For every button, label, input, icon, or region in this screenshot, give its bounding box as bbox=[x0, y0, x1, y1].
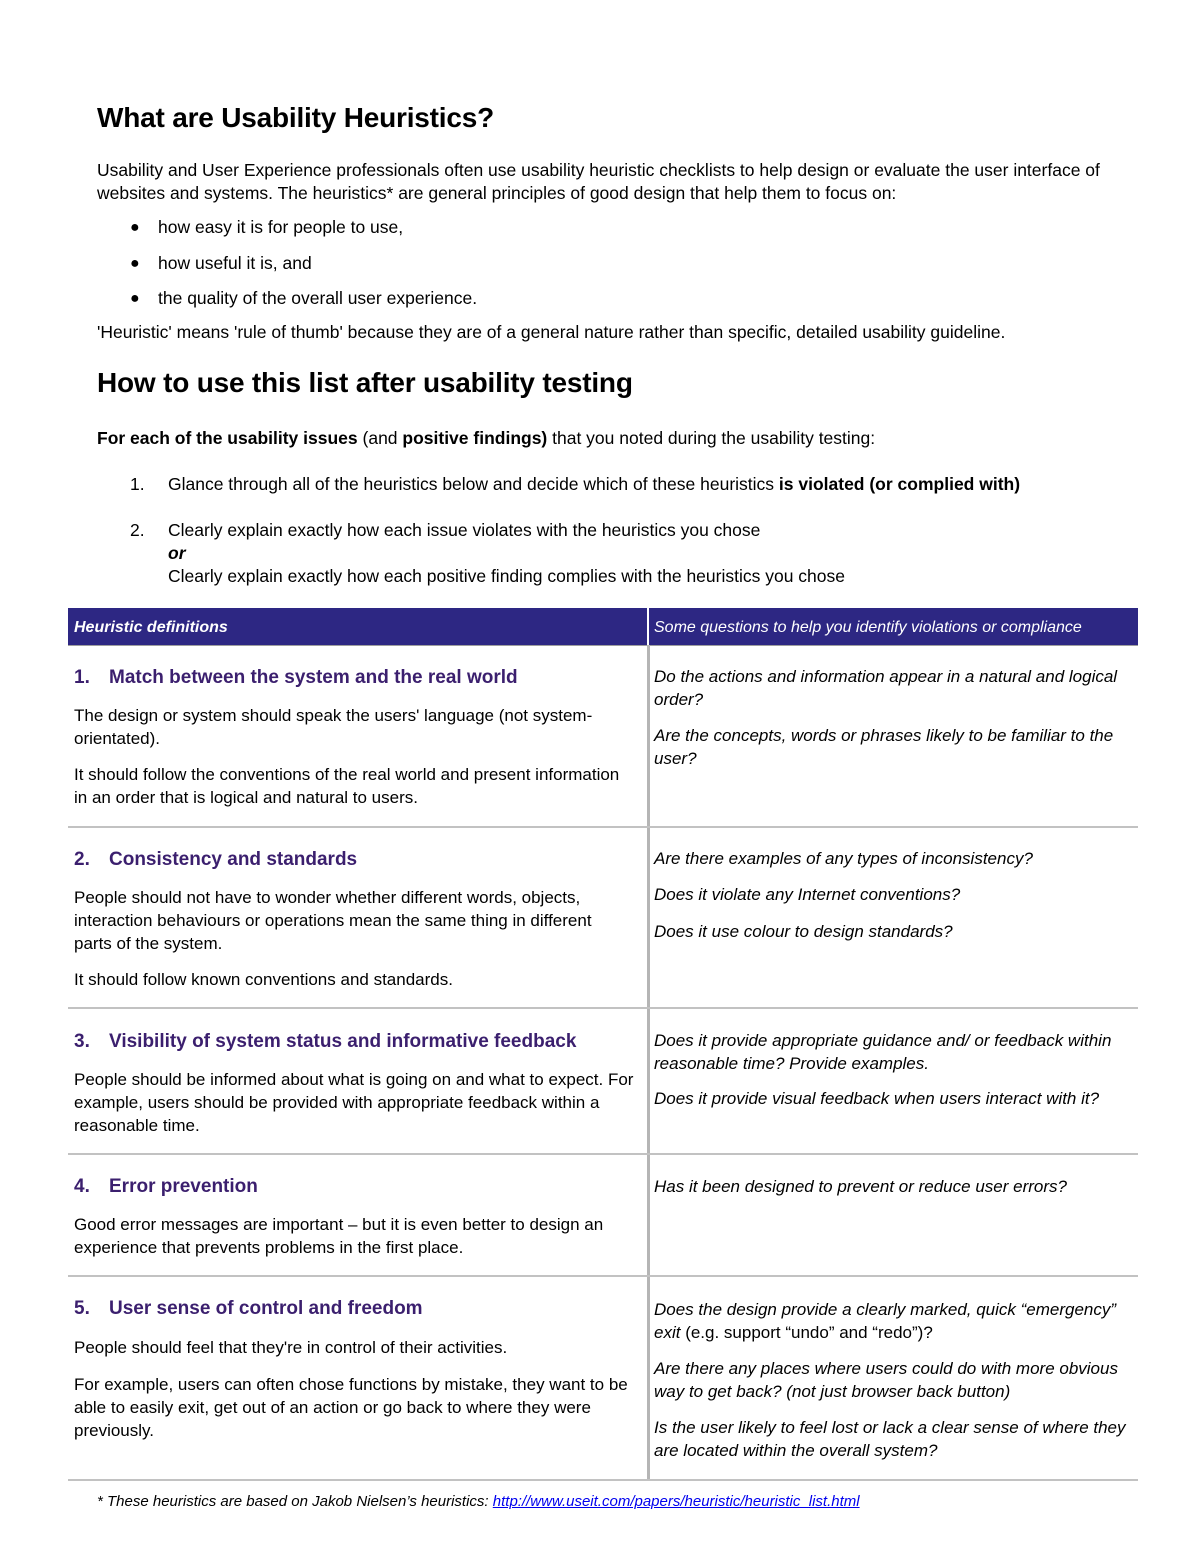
heuristic-question: Are there examples of any types of inconsistency? bbox=[654, 849, 1033, 868]
heuristic-title: 3. Visibility of system status and informative feedback bbox=[74, 1031, 577, 1052]
heuristic-title: 1. Match between the system and the real world bbox=[74, 667, 518, 688]
nielsen-heuristics-link[interactable]: http://www.useit.com/papers/heuristic/heuristic_list.html bbox=[492, 1493, 860, 1510]
table-header bbox=[68, 608, 1138, 646]
section-title-usability-heuristics: What are Usability Heuristics? bbox=[97, 102, 495, 133]
heuristic-question: Does it violate any Internet conventions? bbox=[654, 885, 961, 904]
column-divider bbox=[647, 645, 650, 1480]
document-page: What are Usability Heuristics? Usability and User Experience professionals often use usability heuristic checklists to help design or evaluate the user interface of websites and systems. The heuristics* are general principles of good design that help them to focus on: ● how easy it is for people to use, ● how useful it is, and ● the quality of the overall user experience. 'Heuristic' means 'rule of thumb' because they are of a general nature rather than specific, detailed usability guideline. How to use this list after usability testing For each of the usability issues (and positive findings) that you noted during the usability testing: 1. Glance through all of the heuristics below and decide which of these heuristics is violated (or complied with) 2. Clearly explain exactly how each issue violates with the heuristics you chose or Clearly explain exactly how each positive finding complies with the heuristics you chose Heuristic definitions Some questions to help you identify violations or compliance 1. Match between the system and the real world The design or system should speak the users' language (not system-orientated). It should follow the conventions of the real world and present information in an order that is logical and natural to users. Do the actions and information appear in a natural and logical order? Are the concepts, words or phrases likely to be familiar to the user? 2. Consistency and standards People should not have to wonder whether different words, objects, interaction behaviours or operations mean the same thing in different parts of the system. It should follow known conventions and standards. Are there examples of any types of inconsistency? Does it violate any Internet conventions? Does it use colour to design standards? 3. Visibility of system status and informative feedback People should be informed about what is going on and what to expect. For example, users should be provided with appropriate feedback within a reasonable time. Does it provide appropriate guidance and/ or feedback within reasonable time? Provide examples. Does it provide visual feedback when users interact with it? 4. Error prevention Good error messages are important – but it is even better to design an experience that prevents problems in the first place. Has it been designed to prevent or reduce user errors? 5. User sense of control and freedom People should feel that they're in control of their activities. For example, users can often chose functions by mistake, they want to be able to easily exit, get out of an action or go back to where they were previously. Does the design provide a clearly marked, quick “emergency” exit (e.g. support “undo” and “redo”)? Are there any places where users could do with more obvious way to get back? (not just browser back button) Is the user likely to feel lost or lack a clear sense of where they are located within the overall system? * These heuristics are based on Jakob Nielsen’s heuristics: http://www.useit.com/papers/heuristic/heuristic_list.html bbox=[0, 0, 1200, 1553]
heuristic-description: People should be informed about what is going on and what to expect. For example, users should be provided with appropriate feedback within a reasonable time. bbox=[74, 1070, 634, 1135]
heuristic-definition-note: 'Heuristic' means 'rule of thumb' because they are of a general nature rather than specific, detailed usability guideline. bbox=[97, 322, 1006, 342]
heuristic-question: Does it use colour to design standards? bbox=[654, 922, 953, 941]
heuristic-description: People should not have to wonder whether different words, objects, interaction behaviours or operations mean the same thing in different parts of the system. bbox=[74, 888, 592, 953]
section-title-how-to-use: How to use this list after usability testing bbox=[97, 367, 633, 398]
heuristic-description: The design or system should speak the users' language (not system-orientated). bbox=[74, 706, 593, 748]
heuristic-description: Good error messages are important – but it is even better to design an experience that prevents problems in the first place. bbox=[74, 1215, 604, 1257]
row-divider bbox=[68, 1007, 1138, 1009]
heuristic-description: For example, users can often chose functions by mistake, they want to be able to easily exit, get out of an action or go back to where they were previously. bbox=[74, 1375, 628, 1440]
heuristic-question: Does it provide appropriate guidance and/ or feedback within reasonable time? Provide examples. bbox=[654, 1031, 1112, 1073]
heuristic-description: It should follow known conventions and standards. bbox=[74, 970, 453, 989]
instructions-lead: For each of the usability issues (and positive findings) that you noted during the usability testing: bbox=[97, 428, 876, 448]
header-divider bbox=[647, 608, 649, 645]
heuristic-question: Does it provide visual feedback when users interact with it? bbox=[654, 1089, 1100, 1108]
header-heuristic-definitions: Heuristic definitions bbox=[74, 619, 228, 636]
heuristic-question: Does the design provide a clearly marked, quick “emergency” exit (e.g. support “undo” and “redo”)? bbox=[654, 1300, 1117, 1342]
row-divider bbox=[68, 1275, 1138, 1277]
heuristic-title: 5. User sense of control and freedom bbox=[74, 1298, 423, 1319]
heuristic-description: People should feel that they're in control of their activities. bbox=[74, 1338, 508, 1357]
heuristic-question: Do the actions and information appear in a natural and logical order? bbox=[654, 667, 1118, 709]
heuristic-question: Are there any places where users could do with more obvious way to get back? (not just browser back button) bbox=[654, 1359, 1118, 1401]
heuristic-question: Are the concepts, words or phrases likely to be familiar to the user? bbox=[654, 726, 1114, 768]
row-divider bbox=[68, 826, 1138, 828]
row-divider bbox=[68, 1153, 1138, 1155]
heuristic-title: 2. Consistency and standards bbox=[74, 849, 358, 870]
heuristic-title: 4. Error prevention bbox=[74, 1176, 258, 1197]
heuristic-question: Is the user likely to feel lost or lack a clear sense of where they are located within the overall system? bbox=[654, 1418, 1126, 1460]
heuristic-description: It should follow the conventions of the real world and present information in an order that is logical and natural to users. bbox=[74, 765, 620, 807]
intro-paragraph: Usability and User Experience professionals often use usability heuristic checklists to help design or evaluate the user interface of websites and systems. The heuristics* are general principles of good design that help them to focus on: bbox=[97, 160, 1100, 203]
header-questions: Some questions to help you identify violations or compliance bbox=[654, 619, 1082, 636]
footnote: * These heuristics are based on Jakob Nielsen’s heuristics: http://www.useit.com/papers/heuristic/heuristic_list.html bbox=[97, 1493, 860, 1510]
heuristic-question: Has it been designed to prevent or reduce user errors? bbox=[654, 1177, 1067, 1196]
row-divider bbox=[68, 1479, 1138, 1481]
